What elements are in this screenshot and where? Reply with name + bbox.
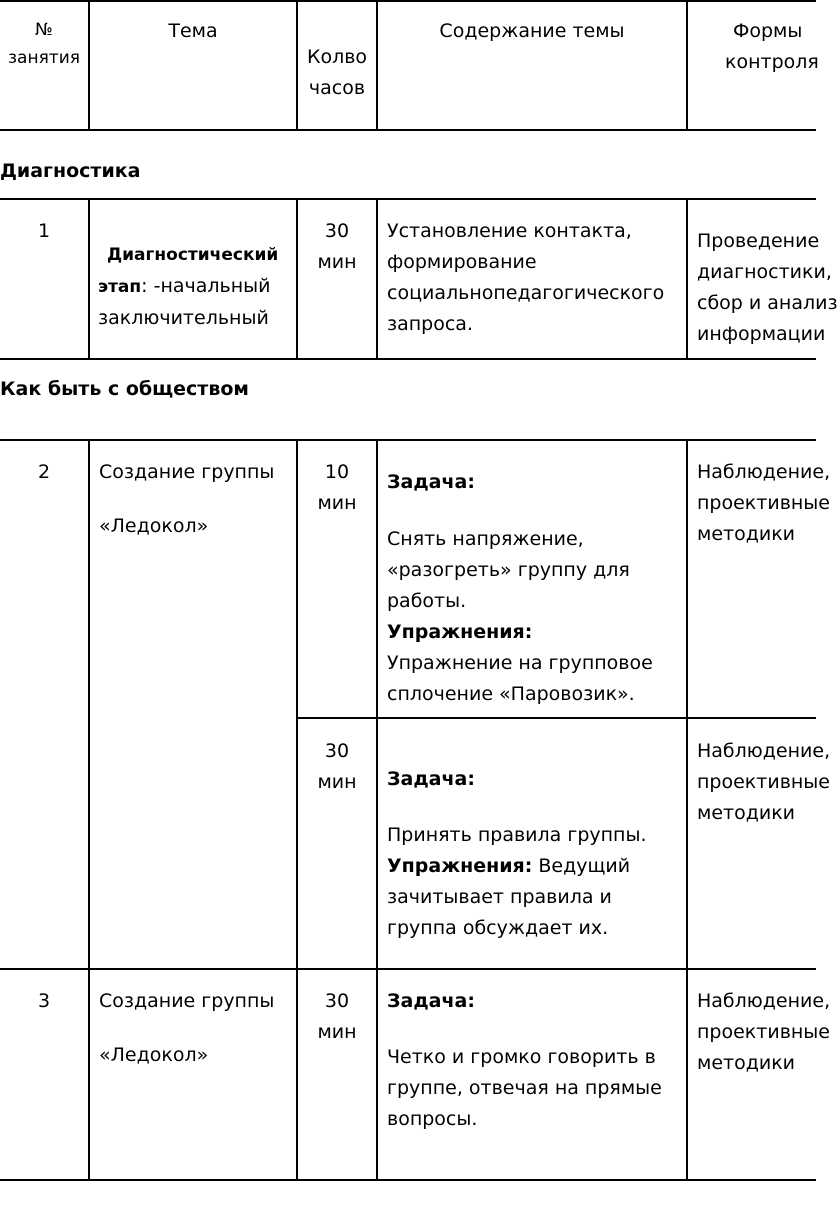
header-num-line2: занятия — [8, 48, 80, 68]
row1-topic-line2 — [98, 271, 278, 303]
header-hours-line2: часов — [308, 77, 366, 99]
row3-forms-line: методики — [697, 1052, 796, 1074]
header-forms-line2: контроля — [725, 51, 819, 73]
row2b-exercise-label: Упражнения: — [387, 855, 533, 877]
row1-bottom-border — [0, 358, 816, 360]
row3-hours-line2: мин — [317, 1021, 357, 1043]
table-top-border — [0, 0, 816, 2]
row3-forms-line: проективные — [697, 1021, 830, 1043]
row1-forms — [697, 226, 838, 350]
row2b-exercise-inline: Ведущий — [532, 855, 631, 877]
row2b-exercise-line1 — [387, 851, 647, 882]
row2b-hours — [298, 736, 376, 798]
row3-topic-line1: Создание группы — [99, 990, 275, 1012]
row3-forms — [697, 986, 830, 1079]
col-divider-3 — [376, 198, 378, 360]
row2b-forms-line: Наблюдение, — [697, 740, 831, 762]
row1-topic-rest: : -начальный — [141, 275, 271, 297]
row3-task-line: группе, отвечая на прямые — [387, 1077, 662, 1099]
row2-num: 2 — [37, 461, 51, 483]
row1-content — [387, 216, 664, 340]
header-topic: Тема — [168, 20, 218, 42]
row3-forms-line: Наблюдение, — [697, 990, 831, 1012]
col-divider-4 — [686, 198, 688, 360]
row2a-forms-line: методики — [697, 523, 796, 545]
row2b-task-label: Задача: — [387, 768, 475, 790]
row2a-exercise-line: сплочение «Паровозик». — [387, 683, 635, 705]
row2b-content — [387, 764, 647, 944]
row1-content-line: социальнопедагогического — [387, 282, 665, 304]
col-divider-4 — [686, 439, 688, 1181]
row1-topic-bold: этап — [98, 277, 142, 297]
row3-num: 3 — [37, 990, 51, 1012]
row2a-content — [387, 467, 653, 710]
row1-forms-line: диагностики, — [697, 261, 832, 283]
row1-content-line: Установление контакта, — [387, 220, 632, 242]
col-divider-1 — [88, 439, 90, 1181]
header-hours-label — [298, 42, 376, 104]
row2b-hours-line1: 30 — [324, 740, 350, 762]
row1-forms-line: Проведение — [697, 230, 820, 252]
row3-task-label: Задача: — [387, 990, 475, 1012]
row1-hours-line1: 30 — [324, 220, 350, 242]
row2a-hours-line1: 10 — [324, 461, 350, 483]
header-num-line1: № — [35, 20, 53, 40]
row1-num: 1 — [37, 220, 51, 242]
row2b-task-line: Принять правила группы. — [387, 824, 647, 846]
row2-split-border — [296, 717, 816, 719]
row2-topic-line1: Создание группы — [99, 461, 275, 483]
row2a-forms-line: проективные — [697, 492, 830, 514]
row2a-hours — [298, 457, 376, 519]
row1-content-line: формирование — [387, 251, 537, 273]
row2a-task-line: работы. — [387, 590, 467, 612]
row1-content-line: запроса. — [387, 313, 473, 335]
row2a-forms — [697, 457, 830, 550]
row3-bottom-border — [0, 1179, 816, 1181]
row1-top-border — [0, 198, 816, 200]
row2b-forms — [697, 736, 830, 829]
row2a-exercise-line: Упражнение на групповое — [387, 652, 653, 674]
row2b-forms-line: проективные — [697, 771, 830, 793]
row1-hours — [298, 216, 376, 278]
row2a-task-line: «разогреть» группу для — [387, 559, 630, 581]
col-divider-3 — [376, 439, 378, 1181]
row1-forms-line: сбор и анализ — [697, 292, 838, 314]
row2b-exercise-line: группа обсуждает их. — [387, 917, 609, 939]
row1-topic-line1: Диагностический — [107, 245, 279, 265]
row3-task-line: вопросы. — [387, 1108, 478, 1130]
col-divider-4 — [686, 0, 688, 131]
row2a-forms-line: Наблюдение, — [697, 461, 831, 483]
row1-forms-line: информации — [697, 323, 826, 345]
row3-hours-line1: 30 — [324, 990, 350, 1012]
row1-topic — [98, 240, 278, 334]
row3-task-line: Четко и громко говорить в — [387, 1046, 656, 1068]
row2-topic — [99, 457, 274, 542]
row3-hours — [298, 986, 376, 1048]
row2b-hours-line2: мин — [317, 771, 357, 793]
col-divider-2 — [296, 439, 298, 1181]
row1-hours-line2: мин — [317, 251, 357, 273]
header-content: Содержание темы — [439, 20, 625, 42]
header-forms-line1: Формы — [733, 20, 803, 42]
row2a-exercise-label: Упражнения: — [387, 621, 533, 643]
section-title-society: Как быть с обществом — [0, 378, 249, 400]
row2a-hours-line2: мин — [317, 492, 357, 514]
section-title-diagnostics: Диагностика — [0, 160, 141, 182]
row3-top-border — [0, 968, 816, 970]
row3-topic-line2: «Ледокол» — [99, 1044, 209, 1066]
row3-topic — [99, 986, 274, 1071]
header-num-label — [0, 16, 88, 72]
col-divider-1 — [88, 198, 90, 360]
row2b-forms-line: методики — [697, 802, 796, 824]
header-hours-line1: Колво — [306, 46, 368, 68]
row3-content — [387, 986, 662, 1135]
row2a-task-label: Задача: — [387, 471, 475, 493]
row1-topic-line3: заключительный — [98, 307, 269, 329]
row2a-task-line: Снять напряжение, — [387, 528, 584, 550]
header-forms-label — [725, 16, 819, 78]
header-bottom-border — [0, 129, 816, 131]
row2b-exercise-line: зачитывает правила и — [387, 886, 612, 908]
row2-topic-line2: «Ледокол» — [99, 515, 209, 537]
row2-top-border — [0, 439, 816, 441]
